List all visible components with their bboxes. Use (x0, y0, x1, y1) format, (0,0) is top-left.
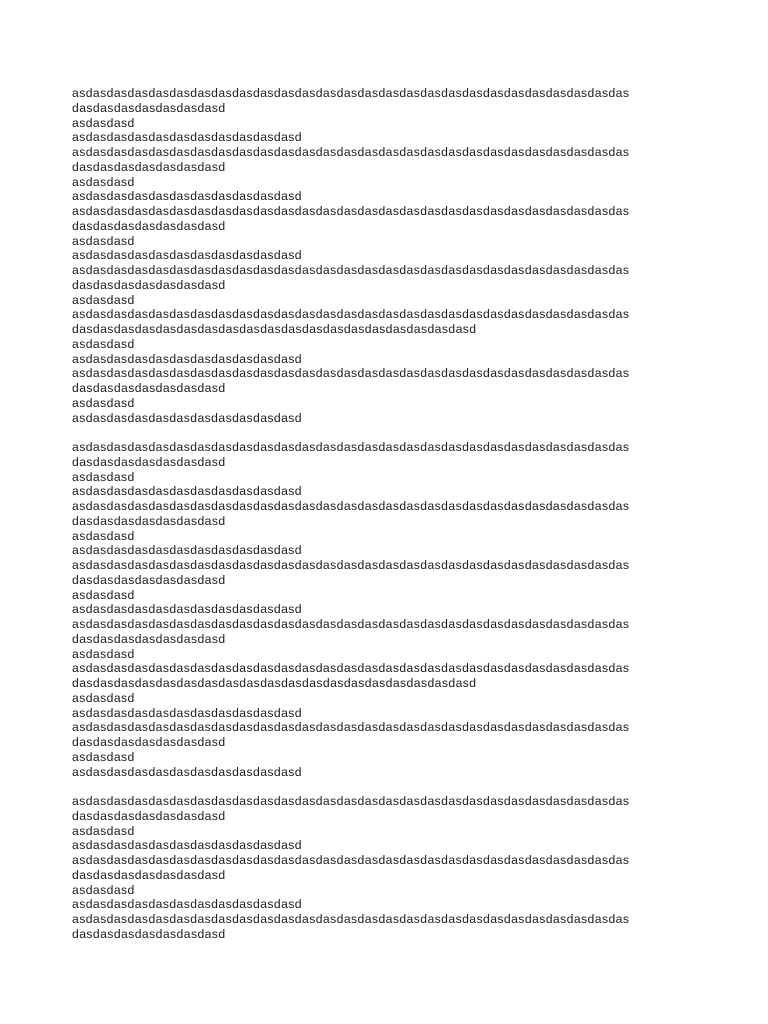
text-line: asdasdasdasdasdasdasdasdasdasdasdasdasdasdasdasdasdasdasdasdasdasdasdasdasdasdas (72, 558, 630, 572)
text-line: asdasdasd (72, 528, 135, 543)
text-line: asdasdasdasdasdasdasdasdasdasdasdasdasdasdasdasdasdasdasdasdasdasdasdasdasdasdas (72, 794, 630, 808)
text-line: asdasdasd (72, 587, 135, 602)
text-line: asdasdasdasdasdasdasdasdasdasdasdasdasdasdasdasdasdasdasdasdasdasdasdasdasdasdas (72, 853, 630, 867)
text-line: dasdasdasdasdasdasdasd (72, 572, 226, 587)
text-line: asdasdasd (72, 749, 135, 764)
text-line: dasdasdasdasdasdasdasd (72, 735, 226, 749)
text-line: dasdasdasdasdasdasdasd (72, 100, 226, 115)
text-line: asdasdasd (72, 292, 135, 307)
text-line: asdasdasdasdasdasdasdasdasdasdasd (72, 484, 303, 499)
text-line: dasdasdasdasdasdasdasd (72, 926, 226, 941)
text-line: asdasdasdasdasdasdasdasdasdasdasdasdasdasdasdasdasdasdasdasdasdasdasdasdasdasdas (72, 440, 630, 454)
text-line: asdasdasd (72, 174, 135, 189)
text-line: dasdasdasdasdasdasdasdasdasdasdasdasdasdasdasdasdasdasdasd (72, 322, 477, 336)
text-line: asdasdasdasdasdasdasdasdasdasdasdasdasdasdasdasdasdasdasdasdasdasdasdasdasdasdas (72, 912, 630, 926)
text-line: asdasdasdasdasdasdasdasdasdasdasd (72, 543, 303, 558)
text-line: asdasdasdasdasdasdasdasdasdasdasd (72, 410, 303, 425)
text-line: asdasdasd (72, 395, 135, 410)
text-line: asdasdasdasdasdasdasdasdasdasdasdasdasdasdasdasdasdasdasdasdasdasdasdasdasdasdas (72, 204, 630, 218)
text-line: dasdasdasdasdasdasdasdasdasdasdasdasdasdasdasdasdasdasdasd (72, 676, 477, 690)
text-line: asdasdasd (72, 233, 135, 248)
text-line: dasdasdasdasdasdasdasd (72, 513, 226, 528)
text-line: dasdasdasdasdasdasdasd (72, 454, 226, 469)
text-line: asdasdasdasdasdasdasdasdasdasdasd (72, 189, 303, 204)
text-line: dasdasdasdasdasdasdasd (72, 867, 226, 882)
text-line: asdasdasd (72, 882, 135, 897)
text-line: asdasdasdasdasdasdasdasdasdasdasd (72, 897, 303, 912)
blank-line (72, 779, 712, 794)
text-line: dasdasdasdasdasdasdasd (72, 381, 226, 395)
text-line: asdasdasdasdasdasdasdasdasdasdasdasdasdasdasdasdasdasdasdasdasdasdasdasdasdasdas (72, 145, 630, 159)
text-line: asdasdasd (72, 823, 135, 838)
text-line: asdasdasdasdasdasdasdasdasdasdasdasdasdasdasdasdasdasdasdasdasdasdasdasdasdasdas (72, 617, 630, 631)
text-line: asdasdasdasdasdasdasdasdasdasdasdasdasdasdasdasdasdasdasdasdasdasdasdasdasdasdas (72, 263, 630, 277)
text-line: asdasdasd (72, 646, 135, 661)
text-line: asdasdasdasdasdasdasdasdasdasdasdasdasdasdasdasdasdasdasdasdasdasdasdasdasdasdas (72, 499, 630, 513)
text-line: dasdasdasdasdasdasdasd (72, 808, 226, 823)
text-line: asdasdasdasdasdasdasdasdasdasdasd (72, 705, 303, 720)
text-line: asdasdasdasdasdasdasdasdasdasdasdasdasdasdasdasdasdasdasdasdasdasdasdasdasdasdas (72, 86, 630, 100)
text-line: asdasdasdasdasdasdasdasdasdasdasd (72, 351, 303, 366)
text-line: asdasdasdasdasdasdasdasdasdasdasdasdasdasdasdasdasdasdasdasdasdasdasdasdasdasdas (72, 366, 630, 381)
text-line: dasdasdasdasdasdasdasd (72, 277, 226, 292)
text-line: asdasdasdasdasdasdasdasdasdasdasd (72, 838, 303, 853)
text-line: asdasdasd (72, 115, 135, 130)
text-line: asdasdasdasdasdasdasdasdasdasdasdasdasdasdasdasdasdasdasdasdasdasdasdasdasdasdas (72, 307, 630, 322)
text-line: asdasdasd (72, 469, 135, 484)
text-line: asdasdasd (72, 336, 135, 351)
blank-line (72, 425, 712, 440)
text-line: dasdasdasdasdasdasdasd (72, 218, 226, 233)
text-line: asdasdasdasdasdasdasdasdasdasdasd (72, 764, 303, 779)
text-line: dasdasdasdasdasdasdasd (72, 631, 226, 646)
text-line: asdasdasdasdasdasdasdasdasdasdasd (72, 602, 303, 617)
text-line: asdasdasdasdasdasdasdasdasdasdasdasdasdasdasdasdasdasdasdasdasdasdasdasdasdasdas (72, 661, 630, 676)
text-line: asdasdasdasdasdasdasdasdasdasdasd (72, 248, 303, 263)
text-line: asdasdasdasdasdasdasdasdasdasdasd (72, 130, 303, 145)
document-body-text (72, 86, 712, 942)
text-line: dasdasdasdasdasdasdasd (72, 159, 226, 174)
text-line: asdasdasd (72, 690, 135, 705)
text-line: asdasdasdasdasdasdasdasdasdasdasdasdasdasdasdasdasdasdasdasdasdasdasdasdasdasdas (72, 720, 630, 735)
